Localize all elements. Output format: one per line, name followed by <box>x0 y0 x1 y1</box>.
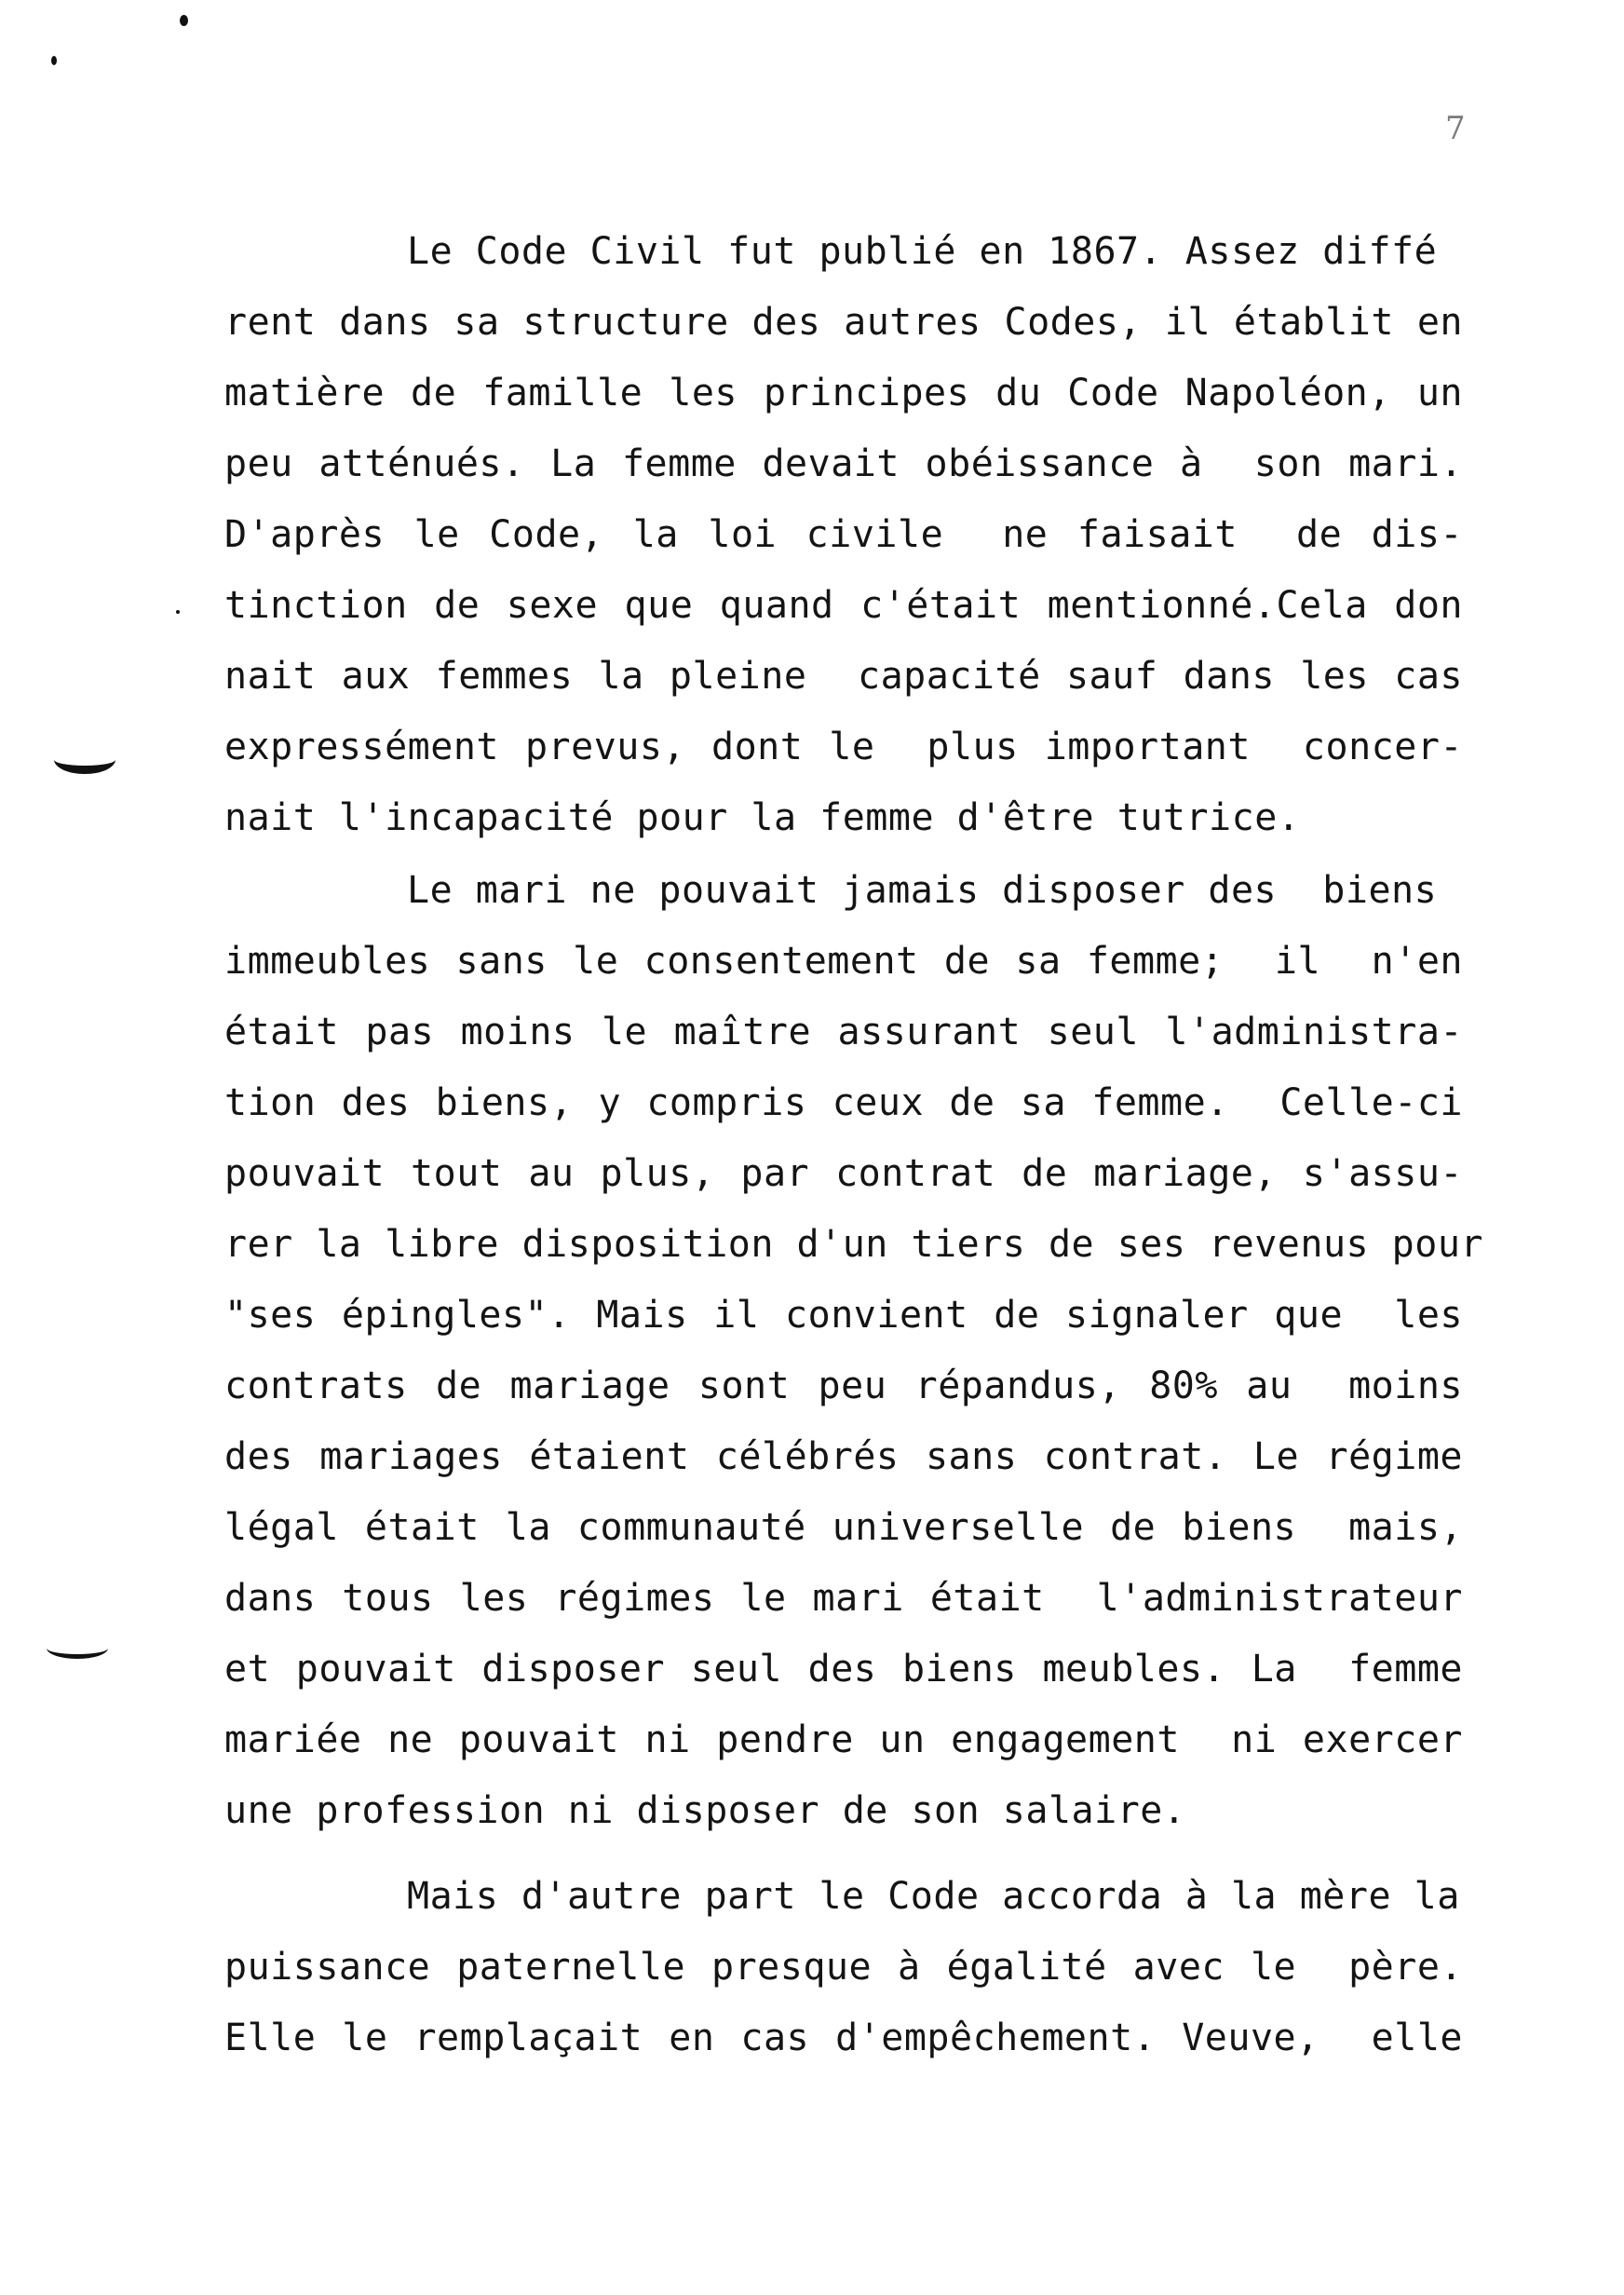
ink-spot <box>176 610 180 614</box>
text-line: rer la libre disposition d'un tiers de ses revenus pour <box>224 1223 1484 1266</box>
text-line: immeubles sans le consentement de sa femme; il n'en <box>224 940 1463 983</box>
punch-hole-mark <box>54 745 115 774</box>
text-line: expressément prevus, dont le plus important concer- <box>224 726 1463 768</box>
ink-spot <box>180 15 188 26</box>
text-line: D'après le Code, la loi civile ne faisait de dis- <box>224 513 1463 556</box>
text-line: nait l'incapacité pour la femme d'être tutrice. <box>224 796 1301 839</box>
paragraph-puissance-paternelle <box>224 1861 1463 2073</box>
text-line: rent dans sa structure des autres Codes, il établit en <box>224 301 1463 344</box>
text-line: puissance paternelle presque à égalité avec le père. <box>224 1946 1463 1989</box>
text-line: contrats de mariage sont peu répandus, 80% au moins <box>224 1365 1463 1407</box>
text-line: Mais d'autre part le Code accorda à la mère la <box>407 1875 1460 1918</box>
text-line: Le mari ne pouvait jamais disposer des biens <box>407 869 1438 912</box>
text-line: et pouvait disposer seul des biens meubles. La femme <box>224 1648 1463 1691</box>
text-line: nait aux femmes la pleine capacité sauf dans les cas <box>224 655 1463 698</box>
paragraph-code-civil <box>224 216 1463 853</box>
text-line: légal était la communauté universelle de biens mais, <box>224 1506 1463 1549</box>
text-line: pouvait tout au plus, par contrat de mariage, s'assu- <box>224 1152 1463 1195</box>
text-line: Elle le remplaçait en cas d'empêchement. Veuve, elle <box>224 2017 1463 2059</box>
text-line: Le Code Civil fut publié en 1867. Assez diffé <box>407 230 1438 273</box>
ink-spot <box>51 56 57 65</box>
text-line: des mariages étaient célébrés sans contrat. Le régime <box>224 1435 1463 1478</box>
text-line: une profession ni disposer de son salaire. <box>224 1789 1186 1832</box>
text-line: matière de famille les principes du Code Napoléon, un <box>224 372 1463 414</box>
text-line: mariée ne pouvait ni pendre un engagement ni exercer <box>224 1718 1463 1761</box>
punch-hole-mark <box>47 1637 108 1659</box>
text-line: "ses épingles". Mais il convient de signaler que les <box>224 1294 1463 1337</box>
text-line: peu atténués. La femme devait obéissance à son mari. <box>224 442 1463 485</box>
text-line: dans tous les régimes le mari était l'administrateur <box>224 1577 1463 1620</box>
text-line: tion des biens, y compris ceux de sa femme. Celle-ci <box>224 1081 1463 1124</box>
text-line: tinction de sexe que quand c'était mentionné.Cela don <box>224 584 1463 627</box>
paragraph-mari <box>224 855 1484 1846</box>
text-line: était pas moins le maître assurant seul l'administra- <box>224 1011 1463 1053</box>
page-number: 7 <box>1445 110 1466 147</box>
